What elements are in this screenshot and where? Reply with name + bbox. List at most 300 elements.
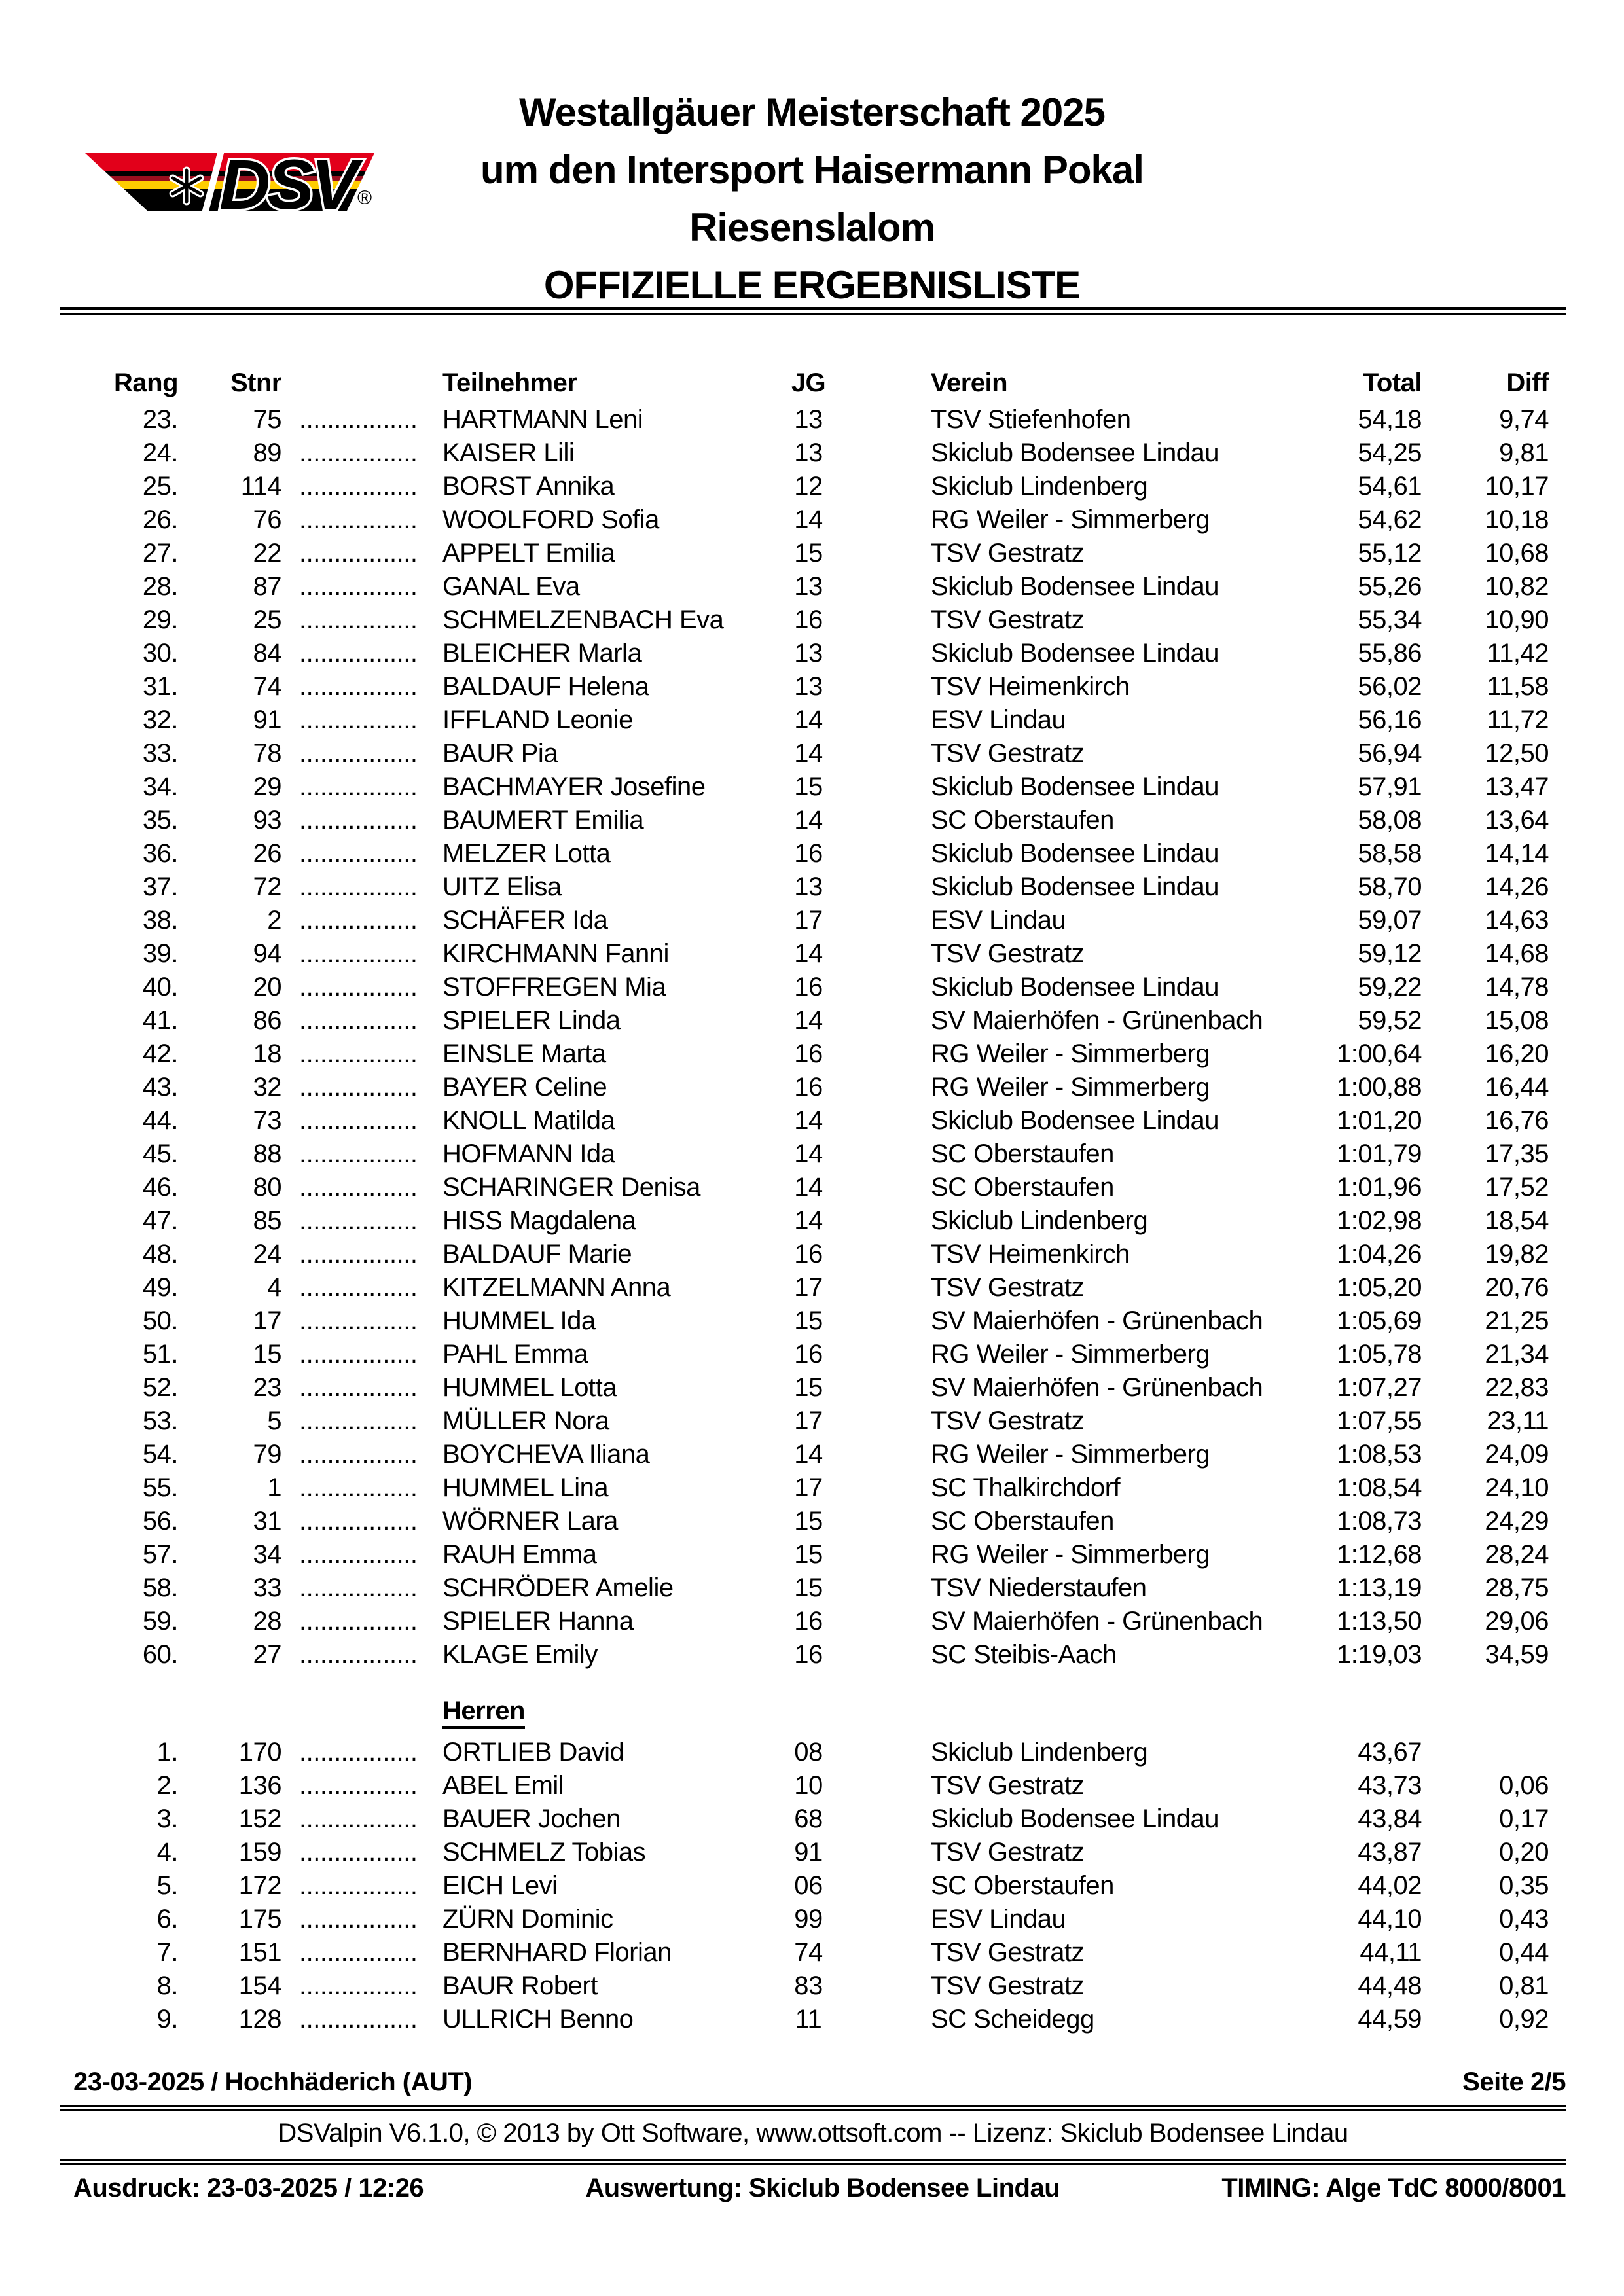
jg-cell: 15	[794, 1573, 823, 1602]
total-cell: 54,25	[1358, 439, 1422, 467]
name-cell: ULLRICH Benno	[442, 2005, 634, 2034]
rank-cell: 60.	[142, 1640, 178, 1669]
total-cell: 56,94	[1358, 739, 1422, 768]
leader-dots: .................	[299, 1206, 418, 1235]
diff-cell	[1422, 1736, 1549, 1769]
total-cell: 55,34	[1358, 605, 1422, 634]
leader-dots: .................	[299, 1073, 418, 1102]
leader-dots: .................	[299, 1340, 418, 1369]
diff-cell: 29,06	[1485, 1607, 1549, 1636]
rank-cell: 45.	[142, 1139, 178, 1168]
name-cell: BOYCHEVA Iliana	[442, 1440, 650, 1469]
name-cell: PAHL Emma	[442, 1340, 588, 1369]
rank-cell: 8.	[156, 1971, 178, 2000]
leader-dots: .................	[299, 672, 418, 701]
leader-dots: .................	[299, 1573, 418, 1602]
diff-cell: 9,74	[1499, 405, 1549, 434]
club-cell: Skiclub Bodensee Lindau	[931, 973, 1219, 1001]
diff-cell: 14,68	[1485, 939, 1549, 968]
leader-dots: .................	[299, 1006, 418, 1035]
total-cell: 44,02	[1358, 1871, 1422, 1900]
club-cell: SC Oberstaufen	[931, 1507, 1114, 1535]
jg-cell: 14	[794, 505, 823, 534]
leader-dots: .................	[299, 1871, 418, 1900]
diff-cell: 24,29	[1485, 1507, 1549, 1535]
bib-cell: 84	[253, 639, 281, 668]
bib-cell: 18	[253, 1039, 281, 1068]
diff-cell: 14,63	[1485, 906, 1549, 935]
jg-cell: 11	[795, 2005, 822, 2034]
bib-cell: 27	[253, 1640, 281, 1669]
name-cell: EICH Levi	[442, 1871, 558, 1900]
results-section-damen	[73, 403, 1549, 1672]
diff-cell: 19,82	[1485, 1240, 1549, 1268]
rank-cell: 9.	[156, 2005, 178, 2034]
club-cell: RG Weiler - Simmerberg	[931, 505, 1210, 534]
jg-cell: 17	[794, 1407, 823, 1435]
leader-dots: .................	[299, 706, 418, 734]
diff-cell: 0,81	[1499, 1971, 1549, 2000]
bib-cell: 34	[253, 1540, 281, 1569]
jg-cell: 14	[794, 1139, 823, 1168]
column-header-teilnehmer: Teilnehmer	[442, 368, 577, 397]
header-divider	[60, 307, 1566, 315]
rank-cell: 7.	[156, 1938, 178, 1967]
club-cell: TSV Stiefenhofen	[931, 405, 1131, 434]
diff-cell: 14,26	[1485, 872, 1549, 901]
total-cell: 43,87	[1358, 1838, 1422, 1867]
name-cell: BORST Annika	[442, 472, 615, 501]
leader-dots: .................	[299, 1507, 418, 1535]
total-cell: 1:02,98	[1337, 1206, 1422, 1235]
name-cell: MELZER Lotta	[442, 839, 611, 868]
rank-cell: 54.	[142, 1440, 178, 1469]
club-cell: TSV Gestratz	[931, 539, 1085, 567]
name-cell: BALDAUF Marie	[442, 1240, 632, 1268]
bib-cell: 88	[253, 1139, 281, 1168]
club-cell: SC Scheidegg	[931, 2005, 1094, 2034]
jg-cell: 13	[794, 639, 823, 668]
leader-dots: .................	[299, 806, 418, 834]
leader-dots: .................	[299, 1640, 418, 1669]
jg-cell: 13	[794, 405, 823, 434]
rank-cell: 59.	[142, 1607, 178, 1636]
jg-cell: 14	[794, 1206, 823, 1235]
event-date-place: 23-03-2025 / Hochhäderich (AUT)	[73, 2068, 473, 2096]
total-cell: 58,58	[1358, 839, 1422, 868]
bib-cell: 74	[253, 672, 281, 701]
leader-dots: .................	[299, 639, 418, 668]
jg-cell: 14	[794, 739, 823, 768]
jg-cell: 14	[794, 1106, 823, 1135]
leader-dots: .................	[299, 572, 418, 601]
total-cell: 55,26	[1358, 572, 1422, 601]
diff-cell: 0,35	[1499, 1871, 1549, 1900]
bib-cell: 172	[238, 1871, 281, 1900]
bib-cell: 5	[267, 1407, 281, 1435]
total-cell: 1:08,54	[1337, 1473, 1422, 1502]
jg-cell: 68	[794, 1804, 823, 1833]
name-cell: WOOLFORD Sofia	[442, 505, 659, 534]
leader-dots: .................	[299, 405, 418, 434]
club-cell: SC Oberstaufen	[931, 806, 1114, 834]
total-cell: 54,18	[1358, 405, 1422, 434]
jg-cell: 13	[794, 672, 823, 701]
name-cell: EINSLE Marta	[442, 1039, 606, 1068]
diff-cell: 13,64	[1485, 806, 1549, 834]
bib-cell: 79	[253, 1440, 281, 1469]
rank-cell: 58.	[142, 1573, 178, 1602]
bib-cell: 136	[238, 1771, 281, 1800]
leader-dots: .................	[299, 1440, 418, 1469]
rank-cell: 42.	[142, 1039, 178, 1068]
total-cell: 1:04,26	[1337, 1240, 1422, 1268]
name-cell: MÜLLER Nora	[442, 1407, 609, 1435]
bib-cell: 80	[253, 1173, 281, 1202]
club-cell: SV Maierhöfen - Grünenbach	[931, 1006, 1263, 1035]
jg-cell: 06	[794, 1871, 823, 1900]
leader-dots: .................	[299, 1106, 418, 1135]
leader-dots: .................	[299, 2005, 418, 2034]
bib-cell: 91	[253, 706, 281, 734]
leader-dots: .................	[299, 973, 418, 1001]
bib-cell: 151	[238, 1938, 281, 1967]
rank-cell: 1.	[156, 1738, 178, 1767]
club-cell: SC Oberstaufen	[931, 1139, 1114, 1168]
bib-cell: 93	[253, 806, 281, 834]
diff-cell: 0,44	[1499, 1938, 1549, 1967]
bib-cell: 76	[253, 505, 281, 534]
rank-cell: 39.	[142, 939, 178, 968]
club-cell: Skiclub Bodensee Lindau	[931, 772, 1219, 801]
total-cell: 43,73	[1358, 1771, 1422, 1800]
jg-cell: 91	[794, 1838, 823, 1867]
jg-cell: 16	[794, 1039, 823, 1068]
rank-cell: 46.	[142, 1173, 178, 1202]
name-cell: ZÜRN Dominic	[442, 1905, 613, 1933]
total-cell: 56,16	[1358, 706, 1422, 734]
registered-trademark-icon: ®	[357, 187, 372, 209]
leader-dots: .................	[299, 472, 418, 501]
diff-cell: 10,90	[1485, 605, 1549, 634]
name-cell: HUMMEL Lotta	[442, 1373, 617, 1402]
jg-cell: 16	[794, 605, 823, 634]
club-cell: TSV Gestratz	[931, 1273, 1085, 1302]
club-cell: Skiclub Bodensee Lindau	[931, 639, 1219, 668]
jg-cell: 15	[794, 539, 823, 567]
total-cell: 58,08	[1358, 806, 1422, 834]
club-cell: RG Weiler - Simmerberg	[931, 1340, 1210, 1369]
rank-cell: 53.	[142, 1407, 178, 1435]
name-cell: BAUMERT Emilia	[442, 806, 644, 834]
diff-cell: 21,34	[1485, 1340, 1549, 1369]
total-cell: 1:01,79	[1337, 1139, 1422, 1168]
name-cell: HISS Magdalena	[442, 1206, 636, 1235]
jg-cell: 16	[794, 1640, 823, 1669]
leader-dots: .................	[299, 1804, 418, 1833]
rank-cell: 31.	[142, 672, 178, 701]
bib-cell: 86	[253, 1006, 281, 1035]
rank-cell: 38.	[142, 906, 178, 935]
footer-print-line	[73, 2173, 1566, 2203]
club-cell: TSV Gestratz	[931, 1407, 1085, 1435]
name-cell: SPIELER Linda	[442, 1006, 621, 1035]
name-cell: BAYER Celine	[442, 1073, 607, 1102]
club-cell: Skiclub Lindenberg	[931, 472, 1148, 501]
total-cell: 56,02	[1358, 672, 1422, 701]
jg-cell: 14	[794, 1006, 823, 1035]
club-cell: Skiclub Bodensee Lindau	[931, 439, 1219, 467]
club-cell: ESV Lindau	[931, 906, 1066, 935]
jg-cell: 16	[794, 1607, 823, 1636]
club-cell: TSV Gestratz	[931, 739, 1085, 768]
jg-cell: 08	[794, 1738, 823, 1767]
name-cell: HOFMANN Ida	[442, 1139, 615, 1168]
rank-cell: 2.	[156, 1771, 178, 1800]
leader-dots: .................	[299, 772, 418, 801]
total-cell: 1:08,53	[1337, 1440, 1422, 1469]
rank-cell: 33.	[142, 739, 178, 768]
rank-cell: 52.	[142, 1373, 178, 1402]
diff-cell: 10,18	[1485, 505, 1549, 534]
diff-cell: 0,06	[1499, 1771, 1549, 1800]
name-cell: HUMMEL Lina	[442, 1473, 609, 1502]
jg-cell: 16	[794, 1240, 823, 1268]
rank-cell: 27.	[142, 539, 178, 567]
club-cell: SV Maierhöfen - Grünenbach	[931, 1373, 1263, 1402]
leader-dots: .................	[299, 1838, 418, 1867]
total-cell: 1:05,20	[1337, 1273, 1422, 1302]
print-timestamp: Ausdruck: 23-03-2025 / 12:26	[73, 2174, 424, 2202]
name-cell: BALDAUF Helena	[442, 672, 649, 701]
bib-cell: 72	[253, 872, 281, 901]
diff-cell: 10,17	[1485, 472, 1549, 501]
leader-dots: .................	[299, 1373, 418, 1402]
rank-cell: 32.	[142, 706, 178, 734]
diff-cell: 21,25	[1485, 1306, 1549, 1335]
bib-cell: 1	[267, 1473, 281, 1502]
diff-cell: 11,72	[1487, 706, 1549, 734]
leader-dots: .................	[299, 1407, 418, 1435]
club-cell: TSV Gestratz	[931, 1971, 1085, 2000]
bib-cell: 87	[253, 572, 281, 601]
total-cell: 1:13,19	[1337, 1573, 1422, 1602]
rank-cell: 35.	[142, 806, 178, 834]
diff-cell: 16,44	[1485, 1073, 1549, 1102]
leader-dots: .................	[299, 739, 418, 768]
bib-cell: 33	[253, 1573, 281, 1602]
diff-cell: 24,10	[1485, 1473, 1549, 1502]
leader-dots: .................	[299, 906, 418, 935]
club-cell: TSV Heimenkirch	[931, 672, 1130, 701]
total-cell: 1:13,50	[1337, 1607, 1422, 1636]
leader-dots: .................	[299, 1905, 418, 1933]
diff-cell: 23,11	[1487, 1407, 1549, 1435]
diff-cell: 13,47	[1485, 772, 1549, 801]
name-cell: HARTMANN Leni	[442, 405, 643, 434]
name-cell: KLAGE Emily	[442, 1640, 598, 1669]
leader-dots: .................	[299, 1273, 418, 1302]
bib-cell: 175	[238, 1905, 281, 1933]
rank-cell: 36.	[142, 839, 178, 868]
results-section-herren	[73, 1736, 1549, 2036]
club-cell: RG Weiler - Simmerberg	[931, 1039, 1210, 1068]
diff-cell: 34,59	[1485, 1640, 1549, 1669]
leader-dots: .................	[299, 1240, 418, 1268]
leader-dots: .................	[299, 1306, 418, 1335]
club-cell: SC Oberstaufen	[931, 1871, 1114, 1900]
jg-cell: 83	[794, 1971, 823, 2000]
diff-cell: 20,76	[1485, 1273, 1549, 1302]
column-header-spacer	[281, 367, 429, 400]
bib-cell: 25	[253, 605, 281, 634]
name-cell: BACHMAYER Josefine	[442, 772, 706, 801]
rank-cell: 34.	[142, 772, 178, 801]
leader-dots: .................	[299, 1607, 418, 1636]
club-cell: TSV Gestratz	[931, 1938, 1085, 1967]
name-cell: BERNHARD Florian	[442, 1938, 672, 1967]
software-credit-line: DSValpin V6.1.0, © 2013 by Ott Software, www.ottsoft.com -- Lizenz: Skiclub Bodensee Lindau	[278, 2119, 1348, 2147]
name-cell: BAUER Jochen	[442, 1804, 621, 1833]
rank-cell: 41.	[142, 1006, 178, 1035]
jg-cell: 16	[794, 1073, 823, 1102]
diff-cell: 12,50	[1485, 739, 1549, 768]
bib-cell: 94	[253, 939, 281, 968]
leader-dots: .................	[299, 839, 418, 868]
name-cell: RAUH Emma	[442, 1540, 597, 1569]
club-cell: Skiclub Bodensee Lindau	[931, 872, 1219, 901]
diff-cell: 14,14	[1485, 839, 1549, 868]
bib-cell: 29	[253, 772, 281, 801]
bib-cell: 170	[238, 1738, 281, 1767]
club-cell: RG Weiler - Simmerberg	[931, 1440, 1210, 1469]
name-cell: SPIELER Hanna	[442, 1607, 634, 1636]
jg-cell: 12	[794, 472, 823, 501]
timing-system: TIMING: Alge TdC 8000/8001	[1221, 2174, 1566, 2202]
title-line-1: Westallgäuer Meisterschaft 2025	[519, 90, 1105, 134]
diff-cell: 16,20	[1485, 1039, 1549, 1068]
total-cell: 1:12,68	[1337, 1540, 1422, 1569]
total-cell: 1:00,64	[1337, 1039, 1422, 1068]
diff-cell: 17,35	[1485, 1139, 1549, 1168]
total-cell: 59,07	[1358, 906, 1422, 935]
bib-cell: 22	[253, 539, 281, 567]
total-cell: 1:07,55	[1337, 1407, 1422, 1435]
club-cell: Skiclub Bodensee Lindau	[931, 1106, 1219, 1135]
club-cell: RG Weiler - Simmerberg	[931, 1540, 1210, 1569]
total-cell: 59,12	[1358, 939, 1422, 968]
name-cell: ORTLIEB David	[442, 1738, 624, 1767]
name-cell: SCHMELZENBACH Eva	[442, 605, 724, 634]
bib-cell: 152	[238, 1804, 281, 1833]
bib-cell: 2	[267, 906, 281, 935]
club-cell: SC Thalkirchdorf	[931, 1473, 1121, 1502]
jg-cell: 14	[794, 806, 823, 834]
name-cell: SCHÄFER Ida	[442, 906, 608, 935]
bib-cell: 20	[253, 973, 281, 1001]
total-cell: 1:07,27	[1337, 1373, 1422, 1402]
rank-cell: 6.	[156, 1905, 178, 1933]
jg-cell: 15	[794, 1306, 823, 1335]
name-cell: SCHRÖDER Amelie	[442, 1573, 674, 1602]
jg-cell: 17	[794, 1273, 823, 1302]
rank-cell: 5.	[156, 1871, 178, 1900]
name-cell: STOFFREGEN Mia	[442, 973, 666, 1001]
name-cell: BAUR Pia	[442, 739, 558, 768]
club-cell: TSV Niederstaufen	[931, 1573, 1147, 1602]
diff-cell: 15,08	[1485, 1006, 1549, 1035]
club-cell: ESV Lindau	[931, 1905, 1066, 1933]
diff-cell: 10,82	[1485, 572, 1549, 601]
rank-cell: 43.	[142, 1073, 178, 1102]
club-cell: SC Oberstaufen	[931, 1173, 1114, 1202]
rank-cell: 48.	[142, 1240, 178, 1268]
bib-cell: 24	[253, 1240, 281, 1268]
rank-cell: 23.	[142, 405, 178, 434]
jg-cell: 13	[794, 439, 823, 467]
table-header-row	[73, 367, 1549, 400]
jg-cell: 15	[794, 772, 823, 801]
leader-dots: .................	[299, 939, 418, 968]
leader-dots: .................	[299, 539, 418, 567]
rank-cell: 40.	[142, 973, 178, 1001]
jg-cell: 15	[794, 1507, 823, 1535]
club-cell: Skiclub Bodensee Lindau	[931, 839, 1219, 868]
club-cell: TSV Gestratz	[931, 939, 1085, 968]
diff-cell: 28,75	[1485, 1573, 1549, 1602]
rank-cell: 47.	[142, 1206, 178, 1235]
bib-cell: 23	[253, 1373, 281, 1402]
diff-cell: 0,43	[1499, 1905, 1549, 1933]
bib-cell: 32	[253, 1073, 281, 1102]
jg-cell: 16	[794, 1340, 823, 1369]
page-title: OFFIZIELLE ERGEBNISLISTE	[543, 263, 1081, 307]
rank-cell: 24.	[142, 439, 178, 467]
leader-dots: .................	[299, 1540, 418, 1569]
name-cell: APPELT Emilia	[442, 539, 615, 567]
club-cell: Skiclub Bodensee Lindau	[931, 1804, 1219, 1833]
bib-cell: 78	[253, 739, 281, 768]
bib-cell: 31	[253, 1507, 281, 1535]
leader-dots: .................	[299, 505, 418, 534]
club-cell: Skiclub Bodensee Lindau	[931, 572, 1219, 601]
bib-cell: 26	[253, 839, 281, 868]
jg-cell: 15	[794, 1373, 823, 1402]
rank-cell: 49.	[142, 1273, 178, 1302]
rank-cell: 55.	[142, 1473, 178, 1502]
name-cell: SCHARINGER Denisa	[442, 1173, 700, 1202]
diff-cell: 9,81	[1499, 439, 1549, 467]
section-heading-herren: Herren	[442, 1696, 525, 1729]
name-cell: KNOLL Matilda	[442, 1106, 615, 1135]
rank-cell: 25.	[142, 472, 178, 501]
jg-cell: 10	[794, 1771, 823, 1800]
total-cell: 57,91	[1358, 772, 1422, 801]
total-cell: 44,48	[1358, 1971, 1422, 2000]
jg-cell: 16	[794, 973, 823, 1001]
total-cell: 44,10	[1358, 1905, 1422, 1933]
rank-cell: 29.	[142, 605, 178, 634]
name-cell: BAUR Robert	[442, 1971, 598, 2000]
jg-cell: 14	[794, 1173, 823, 1202]
total-cell: 44,59	[1358, 2005, 1422, 2034]
jg-cell: 13	[794, 572, 823, 601]
dsv-logo-text: DSV	[219, 153, 355, 211]
total-cell: 55,86	[1358, 639, 1422, 668]
footer-divider-top	[60, 2105, 1566, 2111]
bib-cell: 73	[253, 1106, 281, 1135]
total-cell: 1:19,03	[1337, 1640, 1422, 1669]
